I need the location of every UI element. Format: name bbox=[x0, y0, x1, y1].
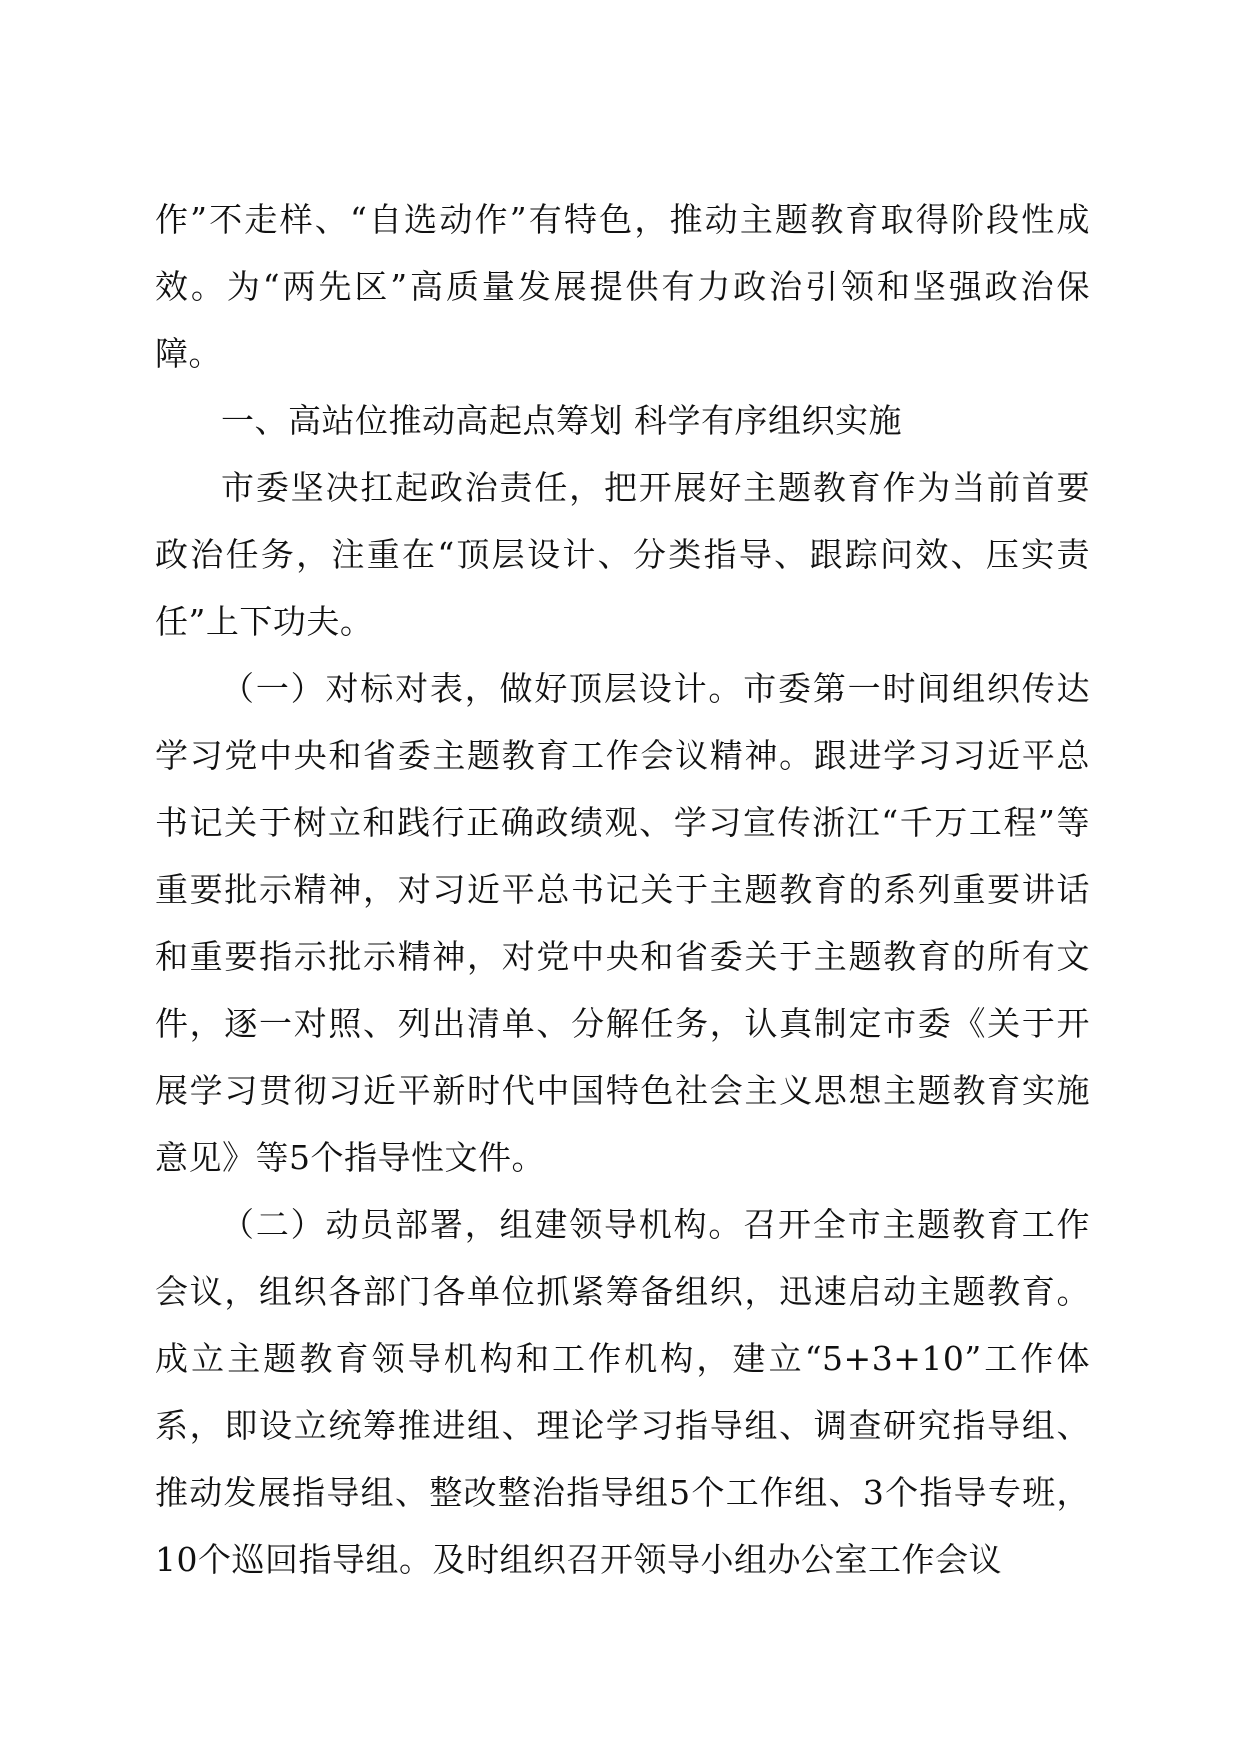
paragraph-item-2: （二）动员部署，组建领导机构。召开全市主题教育工作会议，组织各部门各单位抓紧筹备组织，迅速启动主题教育。成立主题教育领导机构和工作机构，建立“5+3+10”工作体系，即设立统筹推进组、理论学习指导组、调查研究指导组、推动发展指导组、整改整治指导组5个工作组、3个指导专班，10个巡回指导组。及时组织召开领导小组办公室工作会议 bbox=[155, 1205, 1090, 1579]
document-body bbox=[155, 186, 1090, 1593]
paragraph-item-1: （一）对标对表，做好顶层设计。市委第一时间组织传达学习党中央和省委主题教育工作会议精神。跟进学习习近平总书记关于树立和践行正确政绩观、学习宣传浙江“千万工程”等重要批示精神，对习近平总书记关于主题教育的系列重要讲话和重要指示批示精神，对党中央和省委关于主题教育的所有文件，逐一对照、列出清单、分解任务，认真制定市委《关于开展学习贯彻习近平新时代中国特色社会主义思想主题教育实施意见》等5个指导性文件。 bbox=[155, 669, 1090, 1177]
paragraph-intro: 市委坚决扛起政治责任，把开展好主题教育作为当前首要政治任务，注重在“顶层设计、分类指导、跟踪问效、压实责任”上下功夫。 bbox=[155, 468, 1090, 641]
paragraph-continuation: 作”不走样、“自选动作”有特色，推动主题教育取得阶段性成效。为“两先区”高质量发展提供有力政治引领和坚强政治保障。 bbox=[155, 200, 1090, 373]
section-heading-1: 一、高站位推动高起点筹划 科学有序组织实施 bbox=[221, 401, 902, 440]
